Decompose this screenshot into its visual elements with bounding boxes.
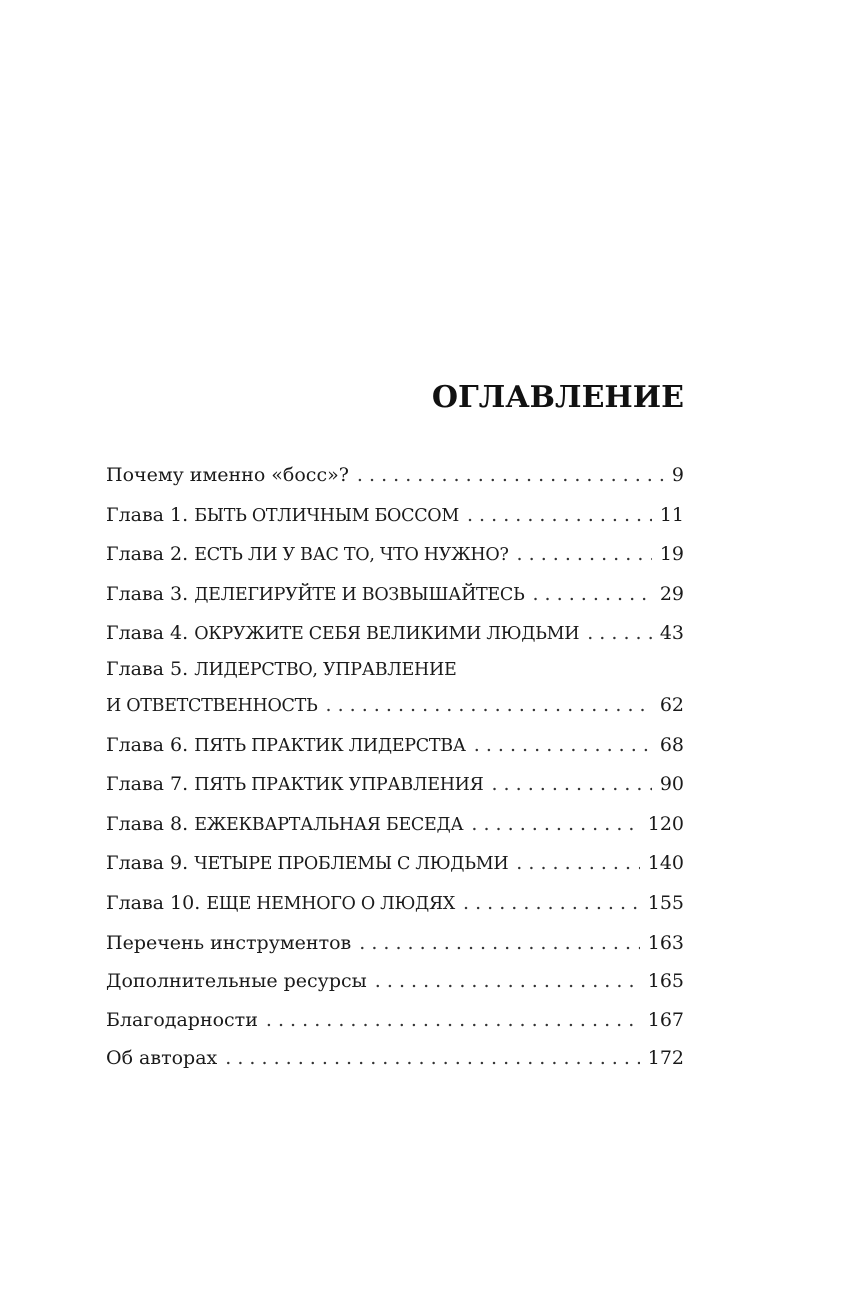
dot-leader — [225, 1039, 639, 1078]
dot-leader — [325, 686, 651, 725]
toc-entry[interactable] — [106, 456, 684, 496]
entry-label: Глава 1. БЫТЬ ОТЛИЧНЫМ БОССОМ — [106, 503, 459, 526]
page-number: 9 — [671, 464, 684, 486]
page-number: 172 — [647, 1047, 684, 1070]
page-number: 11 — [659, 503, 684, 526]
entry-label: Глава 4. ОКРУЖИТЕ СЕБЯ ВЕЛИКИМИ ЛЮДЬМИ — [106, 622, 580, 645]
toc-entry[interactable] — [106, 535, 684, 575]
toc-entry[interactable] — [106, 924, 684, 963]
toc-entry[interactable] — [106, 765, 684, 805]
toc-entry[interactable] — [106, 575, 684, 615]
entry-label: Дополнительные ресурсы — [106, 970, 367, 993]
entry-label: Глава 2. ЕСТЬ ЛИ У ВАС ТО, ЧТО НУЖНО? — [106, 543, 509, 566]
page-number: 165 — [647, 970, 684, 993]
toc-entry[interactable] — [106, 962, 684, 1001]
toc-entry[interactable] — [106, 614, 684, 654]
dot-leader — [516, 844, 639, 883]
dot-leader — [517, 535, 652, 574]
dot-leader — [357, 456, 664, 495]
dot-leader — [471, 805, 639, 844]
toc-list — [106, 456, 684, 1078]
page-number: 62 — [659, 693, 684, 716]
toc-entry[interactable] — [106, 1039, 684, 1078]
entry-label: Глава 5. ЛИДЕРСТВО, УПРАВЛЕНИЕ — [106, 657, 457, 680]
toc-entry[interactable] — [106, 884, 684, 924]
page-number: 163 — [647, 931, 684, 954]
dot-leader — [587, 614, 652, 653]
dot-leader — [532, 575, 651, 614]
entry-label: Глава 9. ЧЕТЫРЕ ПРОБЛЕМЫ С ЛЮДЬМИ — [106, 852, 509, 875]
toc-entry[interactable] — [106, 496, 684, 536]
toc-entry[interactable] — [106, 844, 684, 884]
entry-label: Глава 7. ПЯТЬ ПРАКТИК УПРАВЛЕНИЯ — [106, 773, 484, 796]
entry-label-continued: И ОТВЕТСТВЕННОСТЬ — [106, 695, 318, 716]
entry-label: Глава 6. ПЯТЬ ПРАКТИК ЛИДЕРСТВА — [106, 733, 466, 756]
page-number: 167 — [647, 1008, 684, 1031]
page-number: 155 — [647, 891, 684, 914]
entry-label: Перечень инструментов — [106, 931, 352, 954]
dot-leader — [359, 924, 640, 963]
toc-entry[interactable] — [106, 654, 684, 726]
page-number: 140 — [647, 852, 684, 875]
dot-leader — [375, 962, 640, 1001]
page-number: 90 — [659, 773, 684, 796]
page-number: 68 — [659, 733, 684, 756]
table-of-contents — [106, 372, 684, 1078]
entry-label: Об авторах — [106, 1047, 218, 1070]
page-number: 19 — [659, 543, 684, 566]
page-number: 29 — [659, 582, 684, 605]
toc-entry[interactable] — [106, 1001, 684, 1040]
page-number: 120 — [647, 812, 684, 835]
dot-leader — [474, 726, 652, 765]
dot-leader — [491, 765, 651, 804]
toc-title: ОГЛАВЛЕНИЕ — [431, 380, 684, 415]
entry-label: Благодарности — [106, 1008, 258, 1031]
entry-label: Глава 3. ДЕЛЕГИРУЙТЕ И ВОЗВЫШАЙТЕСЬ — [106, 582, 525, 605]
entry-label: Глава 10. ЕЩЕ НЕМНОГО О ЛЮДЯХ — [106, 891, 455, 914]
entry-label: Почему именно «босс»? — [106, 464, 349, 486]
page-number: 43 — [659, 622, 684, 645]
dot-leader — [467, 496, 652, 535]
dot-leader — [266, 1001, 640, 1040]
dot-leader — [463, 884, 640, 923]
toc-entry[interactable] — [106, 726, 684, 766]
toc-entry[interactable] — [106, 805, 684, 845]
entry-label: Глава 8. ЕЖЕКВАРТАЛЬНАЯ БЕСЕДА — [106, 812, 464, 835]
